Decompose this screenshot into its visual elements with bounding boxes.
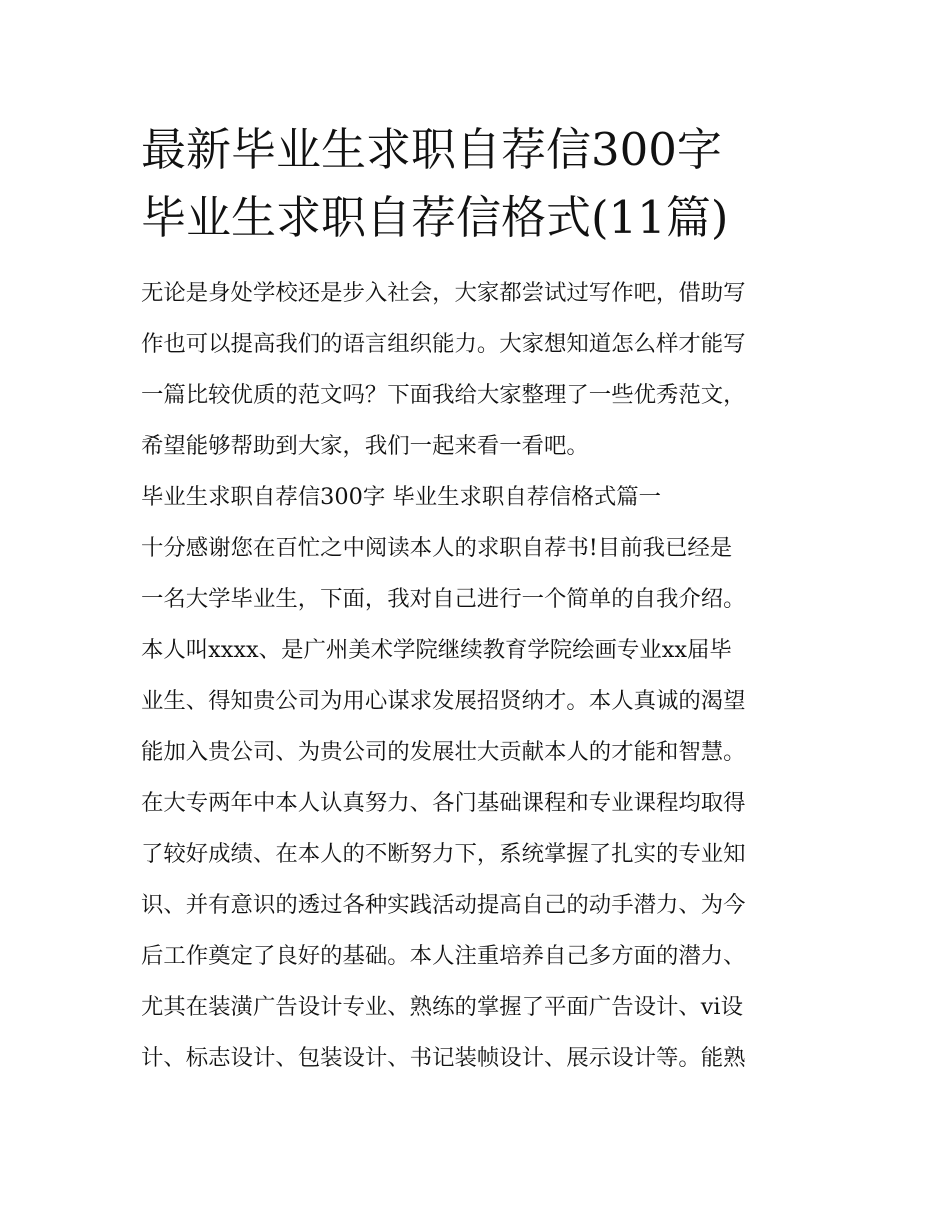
body-line: 无论是身处学校还是步入社会，大家都尝试过写作吧，借助写 — [141, 280, 746, 306]
body-line: 后工作奠定了良好的基础。本人注重培养自己多方面的潜力、 — [141, 943, 746, 969]
title-line: 毕业生求职自荐信格式(11篇) — [141, 191, 729, 244]
section-heading: 毕业生求职自荐信300字 毕业生求职自荐信格式篇一 — [141, 484, 662, 510]
body-line: 一篇比较优质的范文吗？下面我给大家整理了一些优秀范文， — [141, 382, 746, 408]
body-line: 识、并有意识的透过各种实践活动提高自己的动手潜力、为今 — [141, 892, 746, 918]
body-line: 业生、得知贵公司为用心谋求发展招贤纳才。本人真诚的渴望 — [141, 688, 746, 714]
title-line: 最新毕业生求职自荐信300字 — [141, 123, 722, 176]
body-line: 能加入贵公司、为贵公司的发展壮大贡献本人的才能和智慧。 — [141, 739, 746, 765]
body-line: 在大专两年中本人认真努力、各门基础课程和专业课程均取得 — [141, 790, 746, 816]
body-line: 作也可以提高我们的语言组织能力。大家想知道怎么样才能写 — [141, 331, 746, 357]
body-line: 了较好成绩、在本人的不断努力下，系统掌握了扎实的专业知 — [141, 841, 746, 867]
body-line: 十分感谢您在百忙之中阅读本人的求职自荐书!目前我已经是 — [141, 535, 733, 561]
title-spacer — [141, 252, 811, 268]
body-line: 希望能够帮助到大家，我们一起来看一看吧。 — [141, 433, 589, 459]
body-line: 尤其在装潢广告设计专业、熟练的掌握了平面广告设计、vi设 — [141, 994, 743, 1020]
document-body — [141, 116, 811, 1084]
body-line: 计、标志设计、包装设计、书记装帧设计、展示设计等。能熟 — [141, 1045, 746, 1071]
document-title — [141, 116, 811, 252]
body-line: 一名大学毕业生，下面，我对自己进行一个简单的自我介绍。 — [141, 586, 746, 612]
body-line: 本人叫xxxx、是广州美术学院继续教育学院绘画专业xx届毕 — [141, 637, 732, 663]
